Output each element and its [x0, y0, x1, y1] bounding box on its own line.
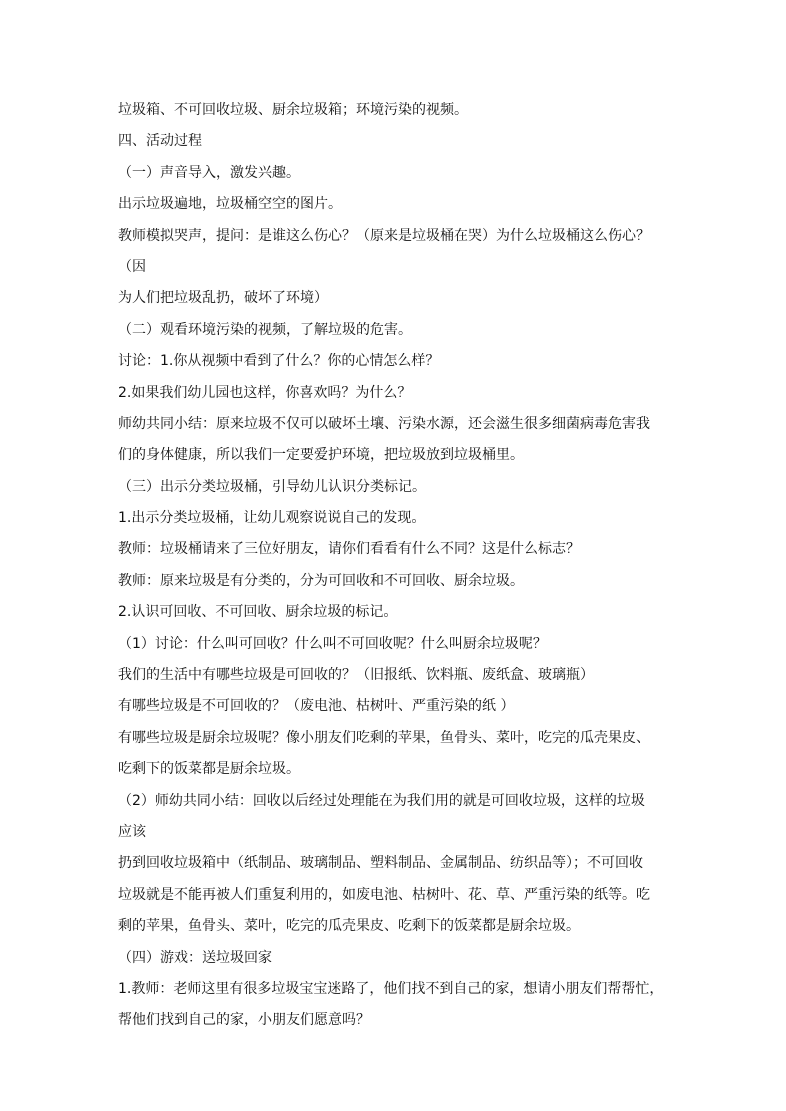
text-line: （1）讨论：什么叫可回收？什么叫不可回收呢？什么叫厨余垃圾呢？ [118, 635, 547, 652]
section-heading: 四、活动过程 [118, 133, 202, 150]
subsection-heading: （三）出示分类垃圾桶，引导幼儿认识分类标记。 [118, 478, 426, 495]
text-line: 教师：垃圾桶请来了三位好朋友，请你们看看有什么不同？这是什么标志？ [118, 541, 580, 558]
text-line: 垃圾箱、不可回收垃圾、厨余垃圾箱；环境污染的视频。 [118, 102, 468, 118]
subsection-heading: （二）观看环境污染的视频，了解垃圾的危害。 [118, 321, 412, 338]
text-line: （因 [118, 258, 146, 275]
text-line: 2.认识可回收、不可回收、厨余垃圾的标记。 [118, 604, 398, 621]
text-line: 应该 [118, 823, 146, 840]
text-line: 1.教师：老师这里有很多垃圾宝宝迷路了，他们找不到自己的家，想请小朋友们帮帮忙， [118, 980, 664, 997]
text-line: 教师：原来垃圾是有分类的，分为可回收和不可回收、厨余垃圾。 [118, 572, 524, 589]
text-line: 吃剩下的饭菜都是厨余垃圾。 [118, 761, 300, 778]
text-line: 1.出示分类垃圾桶，让幼儿观察说说自己的发现。 [118, 510, 426, 527]
text-line: （2）师幼共同小结：回收以后经过处理能在为我们用的就是可回收垃圾，这样的垃圾 [118, 792, 645, 809]
text-line: 讨论：1.你从视频中看到了什么？你的心情怎么样？ [118, 353, 440, 370]
text-line: 扔到回收垃圾箱中（纸制品、玻璃制品、塑料制品、金属制品、纺织品等）；不可回收 [118, 855, 643, 872]
text-line: 师幼共同小结：原来垃圾不仅可以破坏土壤、污染水源，还会滋生很多细菌病毒危害我 [118, 415, 650, 432]
subsection-heading: （四）游戏：送垃圾回家 [118, 949, 272, 966]
text-line: 为人们把垃圾乱扔，破坏了环境） [118, 290, 328, 307]
text-line: 帮他们找到自己的家，小朋友们愿意吗？ [118, 1012, 370, 1029]
text-line: 有哪些垃圾是不可回收的？（废电池、枯树叶、严重污染的纸 ） [118, 698, 515, 715]
text-line: 我们的生活中有哪些垃圾是可回收的？（旧报纸、饮料瓶、废纸盒、玻璃瓶） [118, 667, 594, 684]
text-line: 2.如果我们幼儿园也这样，你喜欢吗？为什么？ [118, 384, 412, 401]
text-line: 们的身体健康，所以我们一定要爱护环境，把垃圾放到垃圾桶里。 [118, 447, 524, 464]
text-line: 有哪些垃圾是厨余垃圾呢？像小朋友们吃剩的苹果，鱼骨头、菜叶，吃完的瓜壳果皮、 [118, 729, 650, 746]
document-body [118, 100, 678, 1042]
subsection-heading: （一）声音导入，激发兴趣。 [118, 164, 300, 181]
text-line: 垃圾就是不能再被人们重复利用的，如废电池、枯树叶、花、草、严重污染的纸等。吃 [118, 886, 650, 903]
text-line: 教师模拟哭声，提问：是谁这么伤心？（原来是垃圾桶在哭）为什么垃圾桶这么伤心？ [118, 227, 650, 244]
text-line: 剩的苹果，鱼骨头、菜叶，吃完的瓜壳果皮、吃剩下的饭菜都是厨余垃圾。 [118, 918, 580, 935]
text-line: 出示垃圾遍地，垃圾桶空空的图片。 [118, 196, 342, 213]
